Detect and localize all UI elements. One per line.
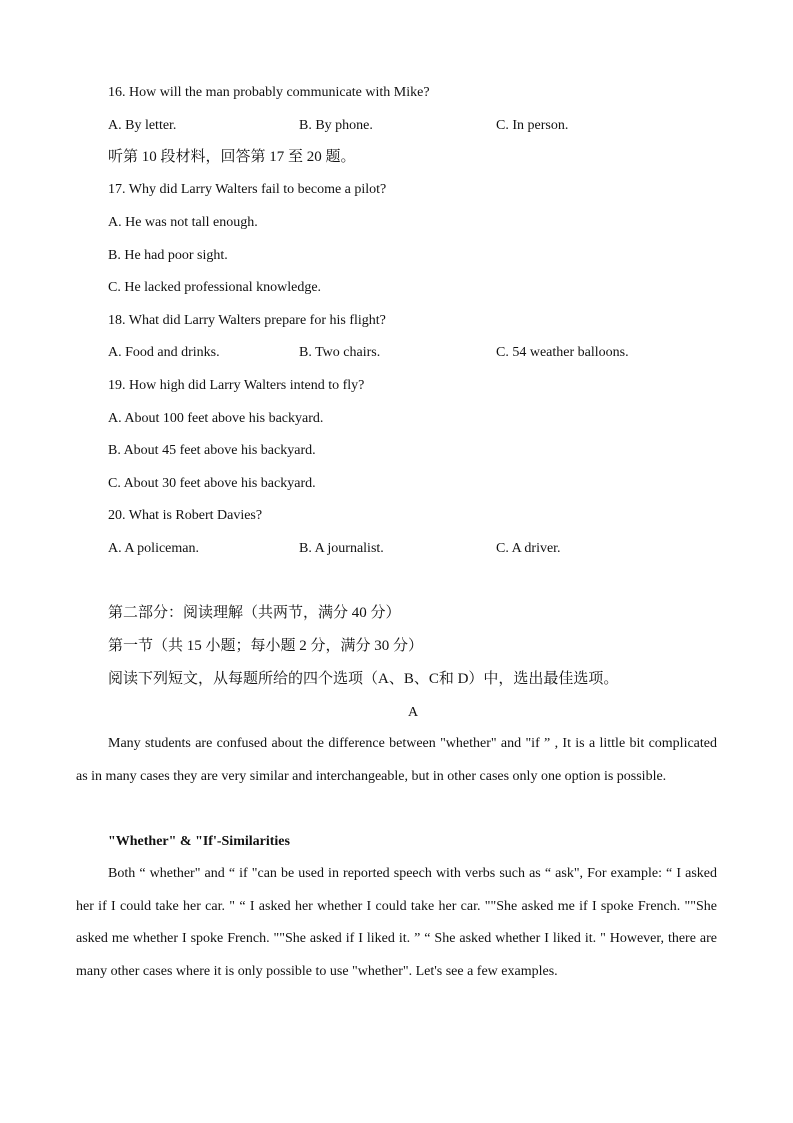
q16-option-a: A. By letter. — [108, 118, 177, 133]
q20-option-c: C. A driver. — [496, 541, 561, 556]
q17-option-a: A. He was not tall enough. — [108, 215, 258, 230]
q17-option-b: B. He had poor sight. — [108, 248, 228, 263]
q20-option-b: B. A journalist. — [299, 541, 384, 556]
passage-paragraph-2: Both “ whether" and “ if "can be used in reported speech with verbs such as “ ask", For example: “ I asked her if I could take her car. " “ I asked her whether I could take her car. ""She asked me if I spoke French. ""She asked me whether I spoke French. ""She asked if I liked it. ” “ She asked whether I liked it. " However, there are many other cases where it is only possible to use "whether". Let's see a few examples. — [76, 866, 717, 980]
q16-option-b: B. By phone. — [299, 118, 373, 133]
q18-option-a: A. Food and drinks. — [108, 345, 220, 360]
q20-question: 20. What is Robert Davies? — [108, 508, 263, 523]
q18-option-c: C. 54 weather balloons. — [496, 345, 629, 360]
q19-question: 19. How high did Larry Walters intend to fly? — [108, 378, 365, 393]
q19-option-a: A. About 100 feet above his backyard. — [108, 411, 324, 426]
passage-heading: "Whether" & "If'-Similarities — [108, 834, 290, 849]
listening-instruction-10: 听第 10 段材料，回答第 17 至 20 题。 — [108, 149, 356, 165]
passage-label: A — [407, 705, 419, 720]
reading-part-title: 第二部分：阅读理解（共两节，满分 40 分） — [108, 605, 401, 621]
q18-option-b: B. Two chairs. — [299, 345, 381, 360]
q17-option-c: C. He lacked professional knowledge. — [108, 280, 322, 295]
passage-paragraph-1: Many students are confused about the difference between "whether" and "if ” , It is a little bit complicated as in many cases they are very similar and interchangeable, but in other cases only one option is possible. — [76, 736, 717, 784]
reading-section-title: 第一节（共 15 小题；每小题 2 分，满分 30 分） — [108, 638, 424, 654]
q16-option-c: C. In person. — [496, 118, 569, 133]
q19-option-c: C. About 30 feet above his backyard. — [108, 476, 316, 491]
q16-question: 16. How will the man probably communicate with Mike? — [108, 85, 430, 100]
q17-question: 17. Why did Larry Walters fail to become a pilot? — [108, 182, 387, 197]
reading-instruction: 阅读下列短文，从每题所给的四个选项（A、B、C和 D）中，选出最佳选项。 — [108, 671, 619, 687]
q18-question: 18. What did Larry Walters prepare for his flight? — [108, 313, 386, 328]
q19-option-b: B. About 45 feet above his backyard. — [108, 443, 316, 458]
q20-option-a: A. A policeman. — [108, 541, 199, 556]
